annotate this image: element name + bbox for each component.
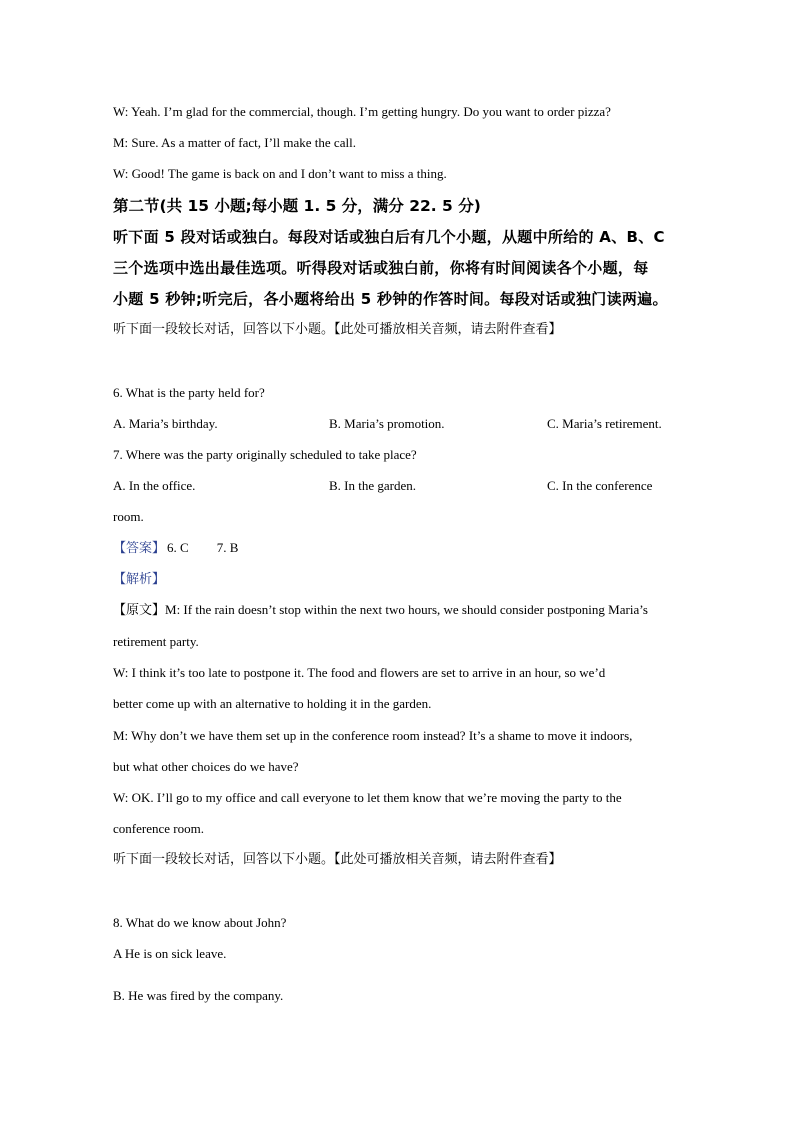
instruction-line: 小题 5 秒钟;听完后，各小题将给出 5 秒钟的作答时间。每段对话或独门读两遍。	[113, 290, 668, 308]
option-a: A He is on sick leave.	[113, 946, 227, 961]
section-heading: 第二节(共 15 小题;每小题 1. 5 分，满分 22. 5 分)	[113, 197, 481, 215]
option-b: B. In the garden.	[329, 478, 417, 493]
option-c-continued: room.	[113, 509, 144, 524]
answer-line	[113, 540, 238, 557]
original-label: 【原文】	[113, 603, 166, 618]
dialogue-line: M: Sure. As a matter of fact, I’ll make the call.	[113, 135, 356, 150]
transcript-line: W: I think it’s too late to postpone it. The food and flowers are set to arrive in an hour, so we’d	[113, 665, 606, 680]
option-a: A. In the office.	[113, 478, 196, 493]
dialogue-line: W: Yeah. I’m glad for the commercial, though. I’m getting hungry. Do you want to order pizza?	[113, 104, 611, 119]
transcript-text: M: If the rain doesn’t stop within the next two hours, we should consider postponing Maria’s	[165, 602, 648, 617]
option-c: C. In the conference	[547, 478, 653, 493]
instruction-line: 三个选项中选出最佳选项。听得段对话或独白前，你将有时间阅读各个小题，每	[113, 259, 649, 277]
transcript-line: but what other choices do we have?	[113, 759, 299, 774]
question-6: 6. What is the party held for?	[113, 385, 265, 400]
answer-label: 【答案】	[113, 541, 166, 556]
transcript-line	[113, 602, 648, 619]
option-b: B. Maria’s promotion.	[329, 416, 445, 431]
dialogue-line: W: Good! The game is back on and I don’t want to miss a thing.	[113, 166, 447, 181]
analysis-label: 【解析】	[113, 572, 166, 587]
question-7: 7. Where was the party originally scheduled to take place?	[113, 447, 417, 462]
answer-value: 6. C	[167, 540, 189, 555]
option-c: C. Maria’s retirement.	[547, 416, 662, 431]
analysis-line	[113, 571, 165, 588]
listen-notice: 听下面一段较长对话，回答以下小题。【此处可播放相关音频，请去附件查看】	[113, 852, 562, 867]
question-8: 8. What do we know about John?	[113, 915, 287, 930]
transcript-line: W: OK. I’ll go to my office and call everyone to let them know that we’re moving the party to the	[113, 790, 622, 805]
transcript-line: better come up with an alternative to holding it in the garden.	[113, 696, 432, 711]
transcript-line: conference room.	[113, 821, 204, 836]
option-a: A. Maria’s birthday.	[113, 416, 218, 431]
transcript-line: retirement party.	[113, 634, 199, 649]
transcript-line: M: Why don’t we have them set up in the conference room instead? It’s a shame to move it indoors,	[113, 728, 633, 743]
listen-notice: 听下面一段较长对话，回答以下小题。【此处可播放相关音频，请去附件查看】	[113, 322, 562, 337]
answer-value: 7. B	[216, 540, 239, 555]
instruction-line: 听下面 5 段对话或独白。每段对话或独白后有几个小题，从题中所给的 A、B、C	[113, 228, 665, 246]
option-b: B. He was fired by the company.	[113, 988, 284, 1003]
